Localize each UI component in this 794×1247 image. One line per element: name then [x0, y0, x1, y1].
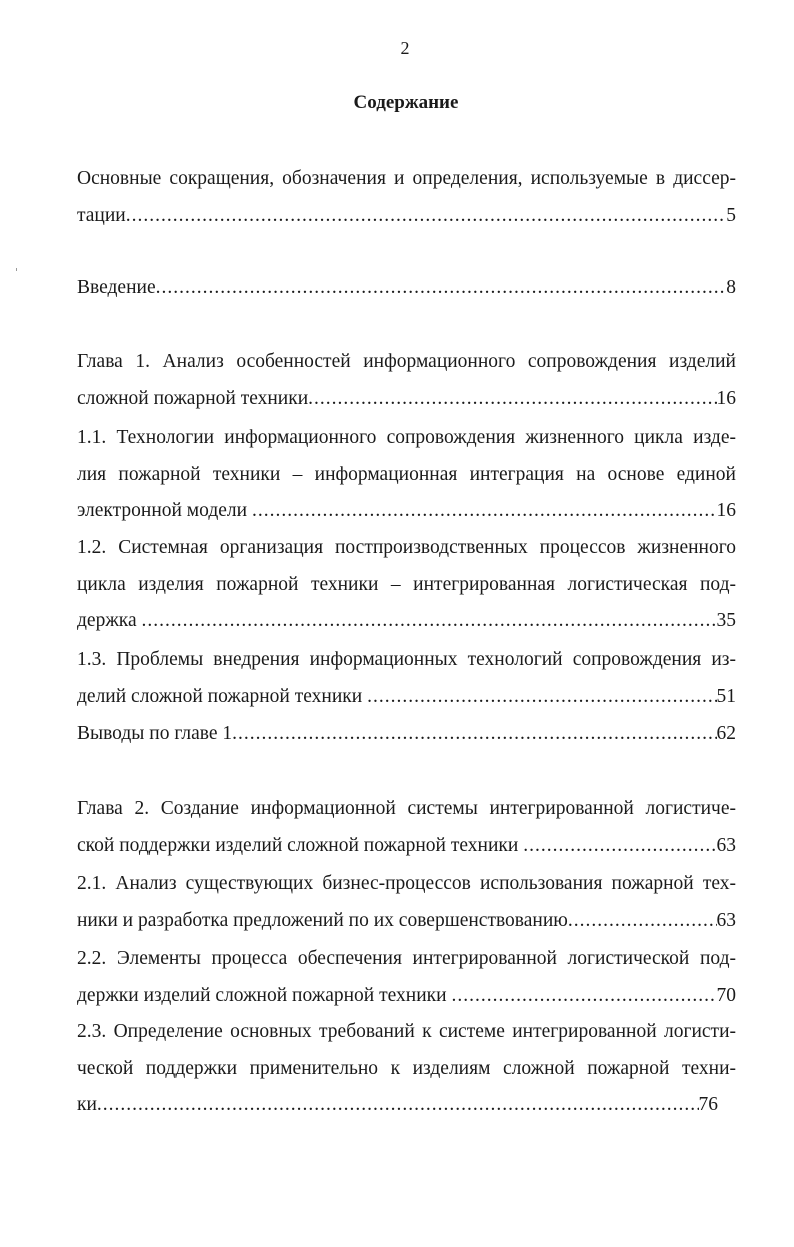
toc-page-number: 63	[716, 834, 736, 856]
toc-page-number: 16	[716, 387, 736, 409]
toc-entry-text: 1.3. Проблемы внедрения информационных технологий сопровождения из-	[77, 649, 736, 670]
toc-entry-text: 2.1. Анализ существующих бизнес-процессов использования пожарной тех-	[77, 873, 736, 894]
toc-entry-text: Глава 2. Создание информационной системы интегрированной логистиче-	[77, 798, 736, 819]
toc-page-number: 51	[716, 685, 736, 707]
toc-page-number: 63	[716, 909, 736, 931]
toc-leader-dots	[308, 381, 716, 418]
page-title: Содержание	[353, 92, 459, 113]
toc-entry-leader-line	[77, 270, 736, 307]
toc-page-number: 8	[726, 277, 736, 298]
toc-entry-text: держка	[77, 610, 142, 632]
toc-entry-leader-line	[77, 978, 736, 1015]
toc-leader-dots	[126, 198, 727, 235]
toc-entry-text: 2.2. Элементы процесса обеспечения интегрированной логистической под-	[77, 948, 736, 969]
toc-entry-leader-line	[77, 198, 736, 235]
toc-leader-dots	[232, 716, 716, 753]
toc-entry-leader-line	[77, 493, 736, 530]
toc-entry-text: 2.3. Определение основных требований к системе интегрированной логисти-	[77, 1021, 736, 1042]
toc-leader-dots	[142, 603, 717, 640]
toc-page-number: 70	[716, 984, 736, 1006]
toc-entry-leader-line	[77, 716, 736, 753]
toc-page-number: 62	[716, 723, 736, 744]
toc-entry-section-2-1[interactable]	[77, 866, 736, 939]
toc-leader-dots	[156, 270, 727, 307]
toc-leader-dots	[367, 679, 716, 716]
toc-entry-introduction[interactable]	[77, 270, 736, 307]
toc-entry-section-1-1[interactable]	[77, 420, 736, 530]
toc-entry-text: Основные сокращения, обозначения и определения, используемые в диссер-	[77, 168, 736, 189]
toc-entry-text: делий сложной пожарной техники	[77, 685, 368, 707]
toc-entry-text: цикла изделия пожарной техники – интегрированная логистическая под-	[77, 573, 736, 595]
toc-entry-abbreviations[interactable]	[77, 161, 736, 234]
toc-entry-leader-line	[77, 1087, 718, 1124]
toc-entry-text: электронной модели	[77, 500, 252, 522]
toc-entry-section-1-2[interactable]	[77, 530, 736, 640]
toc-entry-leader-line	[77, 381, 736, 418]
toc-entry-text: ческой поддержки применительно к изделиям сложной пожарной техни-	[77, 1057, 736, 1079]
toc-entry-text: Глава 1. Анализ особенностей информационного сопровождения изделий	[77, 351, 736, 372]
toc-entry-text: Введение	[77, 277, 156, 298]
toc-page-number: 76	[698, 1094, 718, 1116]
toc-entry-section-2-3[interactable]	[77, 1014, 736, 1124]
toc-entry-text: ники и разработка предложений по их совершенствованию	[77, 909, 568, 931]
toc-entry-section-1-3[interactable]	[77, 642, 736, 715]
toc-entry-chapter-1[interactable]	[77, 344, 736, 417]
toc-entry-text: ской поддержки изделий сложной пожарной техники	[77, 834, 524, 856]
page-number: 2	[400, 38, 410, 58]
toc-entry-section-2-2[interactable]	[77, 941, 736, 1014]
toc-entry-chapter-2[interactable]	[77, 791, 736, 864]
toc-leader-dots	[97, 1087, 699, 1124]
toc-entry-leader-line	[77, 603, 736, 640]
toc-page-number: 5	[726, 204, 736, 226]
margin-mark	[16, 268, 17, 271]
toc-entry-text: ки	[77, 1094, 97, 1116]
toc-leader-dots	[252, 493, 717, 530]
toc-entry-leader-line	[77, 679, 736, 716]
toc-entry-text: держки изделий сложной пожарной техники	[77, 984, 452, 1006]
toc-entry-text: 1.2. Системная организация постпроизводственных процессов жизненного	[77, 537, 736, 558]
toc-entry-text: тации	[77, 204, 126, 226]
toc-entry-leader-line	[77, 828, 736, 865]
toc-leader-dots	[523, 828, 716, 865]
toc-entry-conclusions-chapter-1[interactable]	[77, 716, 736, 753]
toc-leader-dots	[568, 903, 717, 940]
toc-entry-text: Выводы по главе 1	[77, 723, 233, 744]
toc-page-number: 35	[716, 610, 736, 632]
toc-entry-text: 1.1. Технологии информационного сопровождения жизненного цикла изде-	[77, 427, 736, 448]
toc-leader-dots	[451, 978, 716, 1015]
toc-entry-text: лия пожарной техники – информационная интеграция на основе единой	[77, 463, 736, 485]
toc-entry-leader-line	[77, 903, 736, 940]
toc-page-number: 16	[716, 500, 736, 522]
toc-entry-text: сложной пожарной техники	[77, 387, 309, 409]
